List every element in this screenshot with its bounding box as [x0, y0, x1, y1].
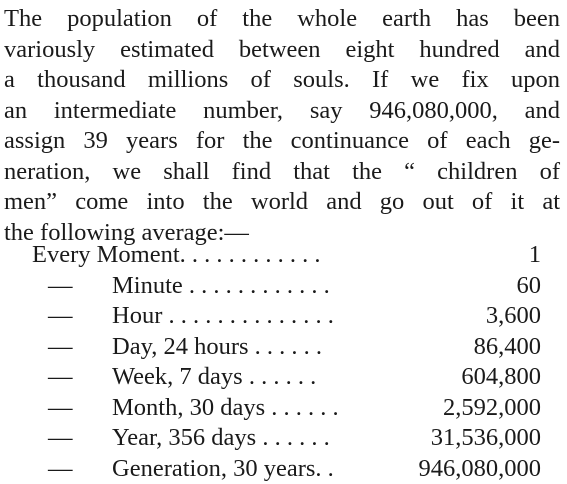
table-row: [0, 271, 567, 302]
row-label: Every Moment. . . . . . . . . . . .: [32, 240, 321, 271]
row-label: Hour . . . . . . . . . . . . . .: [112, 301, 334, 332]
paragraph-line: an intermediate number, say 946,080,000, and: [4, 96, 560, 127]
row-label: Minute . . . . . . . . . . . .: [112, 271, 330, 302]
paragraph-line: assign 39 years for the continuance of each ge-: [4, 126, 560, 157]
table-row: [0, 240, 567, 271]
row-label: Year, 356 days . . . . . .: [112, 423, 330, 454]
average-table: [0, 240, 567, 484]
ditto-dash: —: [48, 393, 73, 424]
ditto-dash: —: [48, 454, 73, 484]
paragraph-line: neration, we shall find that the “ children of: [4, 157, 560, 188]
row-value: 3,600: [486, 301, 541, 332]
table-row: [0, 301, 567, 332]
table-row: [0, 454, 567, 484]
row-label: Day, 24 hours . . . . . .: [112, 332, 322, 363]
row-value: 2,592,000: [443, 393, 541, 424]
row-value: 1: [529, 240, 541, 271]
row-value: 946,080,000: [419, 454, 542, 484]
row-value: 31,536,000: [431, 423, 541, 454]
table-row: [0, 332, 567, 363]
paragraph-line: a thousand millions of souls. If we fix upon: [4, 65, 560, 96]
row-label: Week, 7 days . . . . . .: [112, 362, 316, 393]
ditto-dash: —: [48, 362, 73, 393]
paragraph-line: variously estimated between eight hundred and: [4, 35, 560, 66]
ditto-dash: —: [48, 301, 73, 332]
table-row: [0, 362, 567, 393]
paragraph-line: the following average:—: [4, 218, 560, 249]
row-value: 60: [517, 271, 542, 302]
row-label: Generation, 30 years. .: [112, 454, 334, 484]
table-row: [0, 393, 567, 424]
paragraph-line: men” come into the world and go out of it at: [4, 187, 560, 218]
body-paragraph: [4, 4, 560, 248]
ditto-dash: —: [48, 271, 73, 302]
ditto-dash: —: [48, 423, 73, 454]
ditto-dash: —: [48, 332, 73, 363]
row-value: 86,400: [474, 332, 541, 363]
row-value: 604,800: [461, 362, 541, 393]
row-label: Month, 30 days . . . . . .: [112, 393, 339, 424]
table-row: [0, 423, 567, 454]
paragraph-line: The population of the whole earth has been: [4, 4, 560, 35]
